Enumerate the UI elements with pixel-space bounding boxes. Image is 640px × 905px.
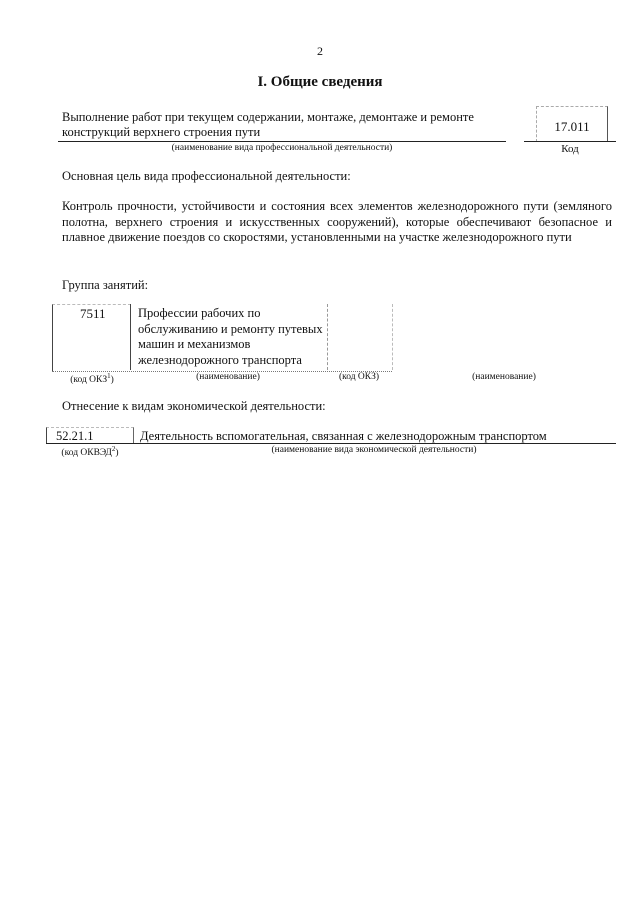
- occupation-group-heading: Группа занятий:: [62, 278, 149, 292]
- activity-code-caption: Код: [561, 143, 579, 155]
- section-title: I. Общие сведения: [257, 74, 383, 90]
- okved-code-caption: (код ОКВЭД$^2$): [61, 445, 119, 459]
- activity-code: 17.011: [554, 119, 590, 134]
- economic-activity-heading: Отнесение к видам экономической деятельности:: [62, 399, 326, 413]
- okved-code: 52.21.1: [56, 429, 94, 443]
- activity-name-caption: (наименование вида профессиональной деятельности): [171, 143, 393, 153]
- goal-heading: Основная цель вида профессиональной деятельности:: [62, 169, 351, 183]
- activity-code-underline: [524, 141, 616, 142]
- okz-name-1: Профессии рабочих по обслуживанию и ремонту путевых машин и механизмов железнодорожного транспорта: [138, 306, 323, 367]
- economic-activity-underline: [46, 443, 616, 444]
- activity-underline: [58, 141, 506, 142]
- okz-name-caption-2: (наименование): [472, 372, 536, 382]
- page-number: 2: [317, 44, 323, 58]
- goal-text: Контроль прочности, устойчивости и состояния всех элементов железнодорожного пути (земляного полотна, верхнего строения и искусственных сооружений), которые обеспечивают безопасное и плавное движение поездов со скоростями, установленными на участке железнодорожного пути: [62, 199, 612, 244]
- okz-code-1: 7511: [80, 306, 106, 321]
- activity-name: Выполнение работ при текущем содержании, монтаже, демонтаже и ремонте конструкций верхнего строения пути: [62, 110, 474, 139]
- okz-name-caption-1: (наименование): [196, 372, 260, 382]
- okz-code-cell-2: [326, 304, 393, 370]
- okved-name: Деятельность вспомогательная, связанная с железнодорожным транспортом: [140, 429, 547, 443]
- okved-name-caption: (наименование вида экономической деятельности): [271, 445, 477, 455]
- okz-code-caption-2: (код ОКЗ): [338, 372, 380, 382]
- okz-code-caption-1: (код ОКЗ$^1$): [70, 372, 114, 386]
